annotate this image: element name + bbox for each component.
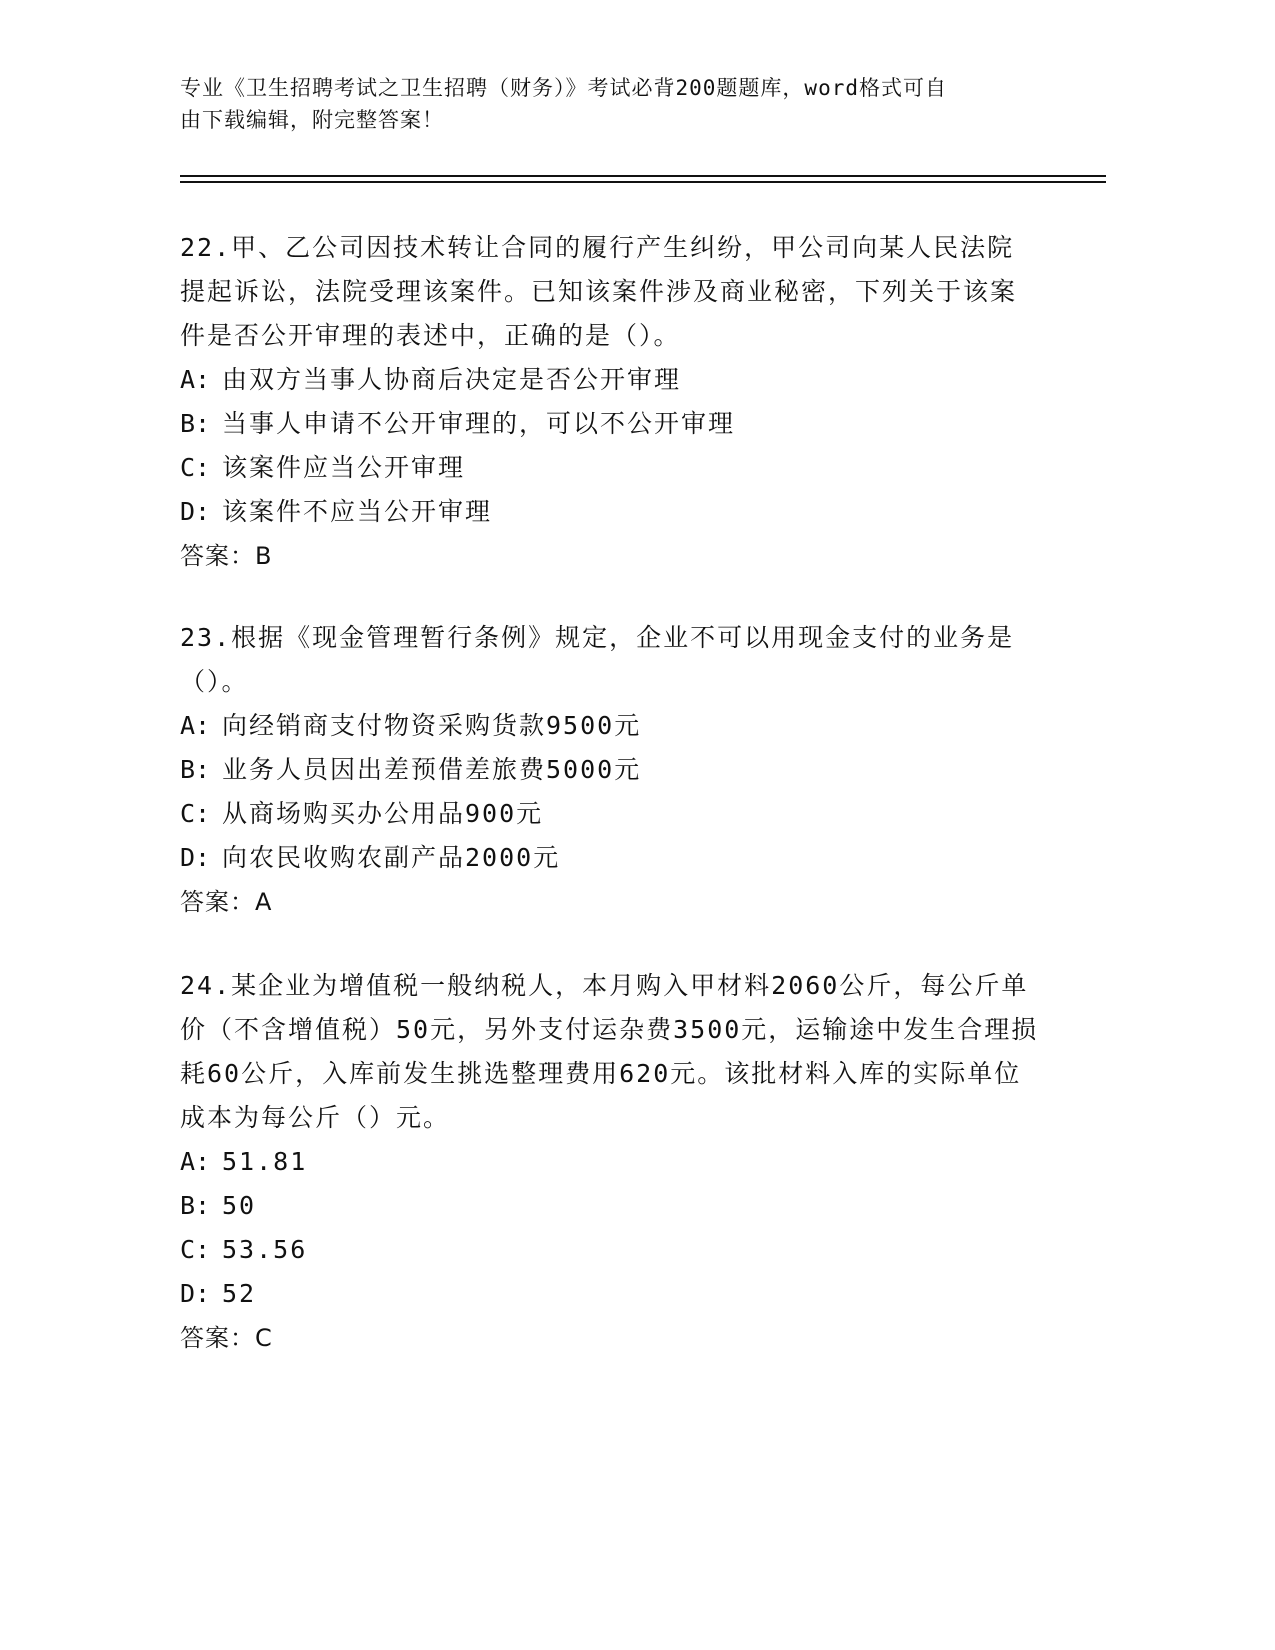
option-text: 从商场购买办公用品900元 — [222, 799, 544, 828]
header-title-line1: 专业《卫生招聘考试之卫生招聘（财务）》考试必背200题题库，word格式可自 — [180, 76, 947, 100]
option-text: 50 — [222, 1191, 257, 1220]
question-stem: 23.根据《现金管理暂行条例》规定，企业不可以用现金支付的业务是（）。 — [180, 623, 1015, 696]
option-text: 该案件不应当公开审理 — [222, 497, 493, 526]
question-22 — [180, 226, 1040, 578]
question-stem: 22.甲、乙公司因技术转让合同的履行产生纠纷，甲公司向某人民法院提起诉讼，法院受理该案件。已知该案件涉及商业秘密，下列关于该案件是否公开审理的表述中，正确的是（）。 — [180, 233, 1018, 350]
header-divider-bottom — [180, 181, 1106, 183]
question-23 — [180, 616, 1040, 924]
option-d — [180, 490, 1040, 534]
option-text: 52 — [222, 1279, 257, 1308]
document-header — [180, 72, 1040, 136]
option-key: D: — [180, 1279, 211, 1308]
option-key: C: — [180, 799, 211, 828]
option-text: 业务人员因出差预借差旅费5000元 — [222, 755, 642, 784]
option-text: 向农民收购农副产品2000元 — [222, 843, 561, 872]
option-key: A: — [180, 711, 211, 740]
document-page — [180, 0, 1100, 1650]
question-stem: 24.某企业为增值税一般纳税人，本月购入甲材料2060公斤，每公斤单价（不含增值税）50元，另外支付运杂费3500元，运输途中发生合理损耗60公斤，入库前发生挑选整理费用620元。该批材料入库的实际单位成本为每公斤（）元。 — [180, 971, 1039, 1132]
option-c — [180, 446, 1040, 490]
answer: 答案：C — [180, 1324, 273, 1352]
option-a — [180, 358, 1040, 402]
header-title-line2: 由下载编辑，附完整答案！ — [180, 108, 444, 132]
option-key: B: — [180, 1191, 211, 1220]
option-text: 由双方当事人协商后决定是否公开审理 — [222, 365, 682, 394]
option-key: C: — [180, 453, 211, 482]
header-divider-top — [180, 175, 1106, 177]
option-key: A: — [180, 1147, 211, 1176]
option-c — [180, 1228, 1040, 1272]
option-key: C: — [180, 1235, 211, 1264]
option-text: 53.56 — [222, 1235, 308, 1264]
option-key: B: — [180, 755, 211, 784]
option-d — [180, 1272, 1040, 1316]
answer: 答案：B — [180, 542, 273, 570]
option-b — [180, 402, 1040, 446]
option-key: B: — [180, 409, 211, 438]
option-key: D: — [180, 497, 211, 526]
option-key: D: — [180, 843, 211, 872]
option-b — [180, 748, 1040, 792]
option-key: A: — [180, 365, 211, 394]
option-a — [180, 1140, 1040, 1184]
option-text: 该案件应当公开审理 — [222, 453, 466, 482]
option-d — [180, 836, 1040, 880]
question-24 — [180, 964, 1040, 1360]
option-c — [180, 792, 1040, 836]
option-text: 51.81 — [222, 1147, 308, 1176]
option-a — [180, 704, 1040, 748]
option-text: 当事人申请不公开审理的，可以不公开审理 — [222, 409, 736, 438]
answer: 答案：A — [180, 888, 273, 916]
option-b — [180, 1184, 1040, 1228]
option-text: 向经销商支付物资采购货款9500元 — [222, 711, 642, 740]
